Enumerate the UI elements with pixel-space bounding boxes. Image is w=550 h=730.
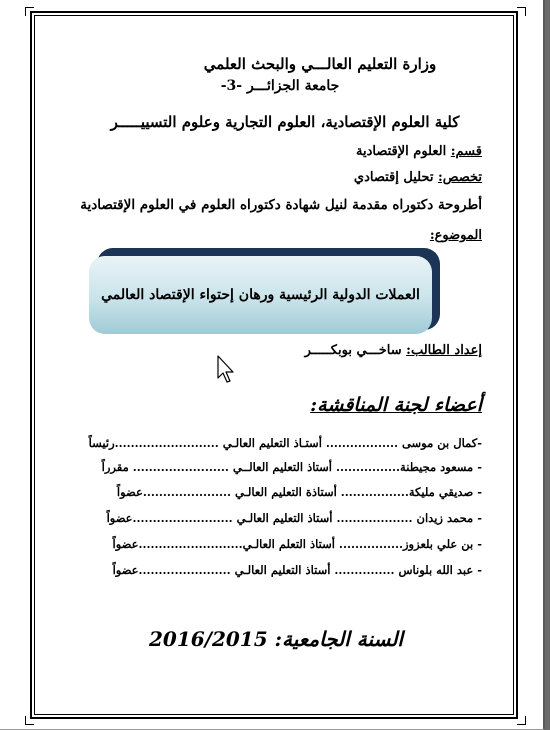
- committee-member: - صديقي مليكة................. أستاذة التعليم العالـي ......................عضواً: [116, 485, 482, 499]
- specialty-label: تخصص:: [437, 170, 482, 185]
- ministry-heading: وزارة التعليم العالـــي والبحث العلمي: [203, 55, 437, 73]
- mouse-cursor-icon: [216, 355, 236, 385]
- corner-mark: [25, 716, 34, 725]
- specialty-value: تحليل إقتصادي: [353, 170, 438, 185]
- thesis-description: أطروحة دكتوراه مقدمة لنيل شهادة دكتوراه العلوم في العلوم الإقتصادية: [80, 197, 482, 213]
- committee-member: -كمال بن موسى .................. أستـاذ التعليم العالـي ..........................رئيساً: [88, 436, 482, 450]
- student-label: إعداد الطالب:: [406, 343, 482, 358]
- student-name: ساخـــي بوبكـــــر: [304, 343, 407, 358]
- department-label: قسم:: [450, 144, 482, 159]
- committee-member: - عبد الله بلوناس ............... أستاذ التعليم العالـي .......................عضواً: [112, 563, 482, 577]
- corner-mark: [517, 7, 526, 16]
- faculty-heading: كلية العلوم الإقتصادية، العلوم التجارية وعلوم التسييـــــر: [110, 113, 460, 131]
- department-line: [356, 144, 482, 159]
- committee-member: - مسعود مجيطنة................ أستاذ التعليم العالــي ........................ مقرراً: [101, 460, 482, 474]
- committee-heading: أعضاء لجنة المناقشة:: [310, 394, 482, 416]
- department-value: العلوم الإقتصادية: [355, 144, 451, 159]
- university-heading: جامعة الجزائـــر -3-: [220, 78, 340, 94]
- thesis-title: العملات الدولية الرئيسية ورهان إحتواء الإقتصاد العالمي: [101, 287, 420, 303]
- thesis-title-box: [89, 256, 432, 334]
- subject-label: الموضوع:: [429, 228, 482, 243]
- corner-mark: [25, 7, 34, 16]
- vertical-scrollbar[interactable]: [545, 0, 550, 730]
- committee-member: - بن علي بلعزوز................ أستاذ التعلم العالـي..........................عضواً: [112, 537, 482, 551]
- corner-mark: [517, 716, 526, 725]
- academic-year: السنة الجامعية: 2016/2015: [149, 627, 403, 651]
- specialty-line: [354, 170, 482, 185]
- student-line: [305, 343, 482, 358]
- committee-member: - محمد زيدان ................... أستاذ التعليم العالـي .........................عضواً: [106, 511, 482, 525]
